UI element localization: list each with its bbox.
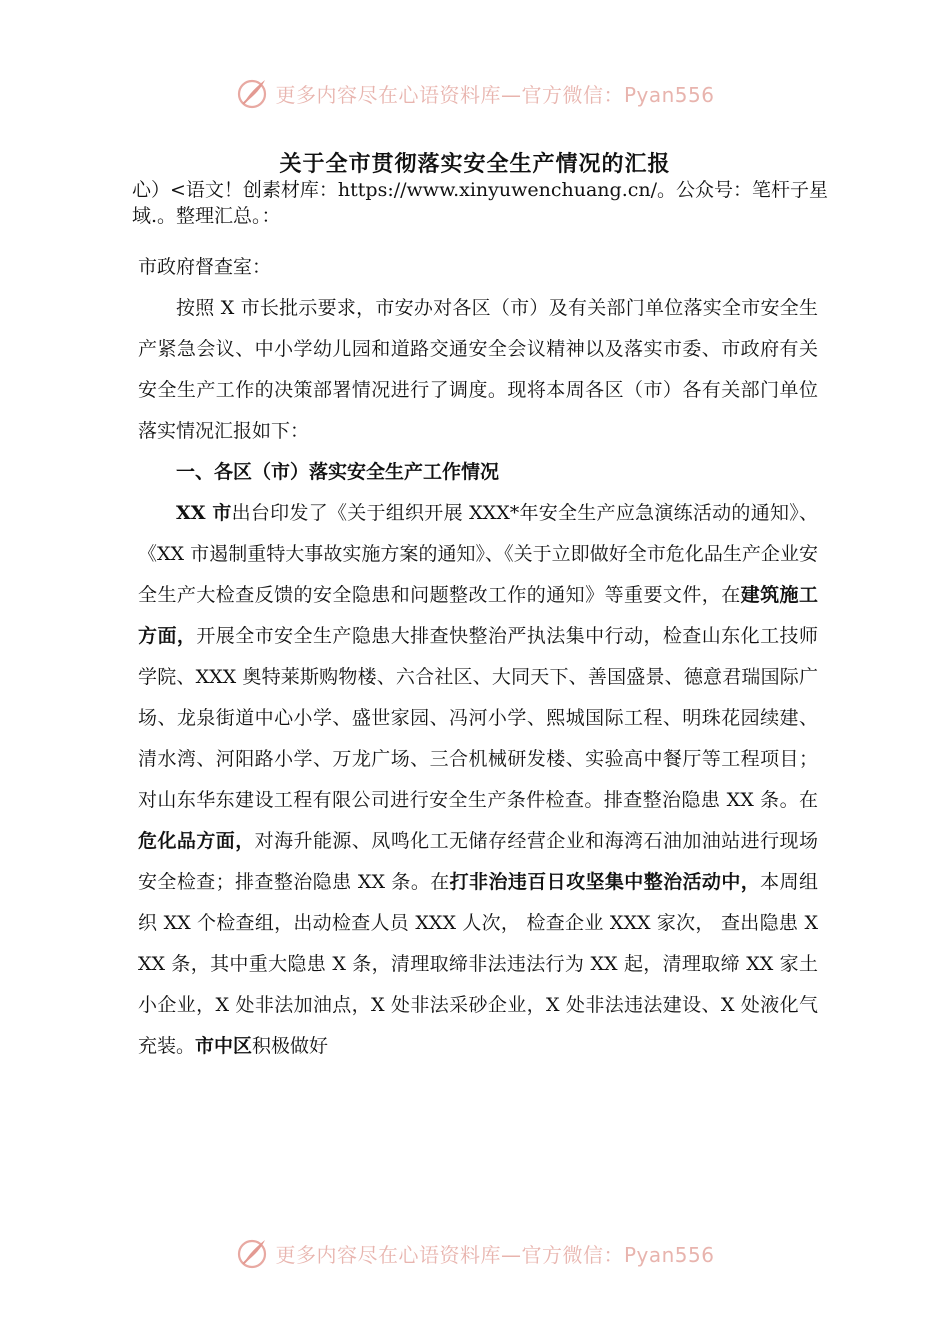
bold-run: 市中区 — [195, 1035, 253, 1057]
section-heading: 一、各区（市）落实安全生产工作情况 — [176, 461, 500, 483]
intro-paragraph: 按照 X 市长批示要求，市安办对各区（市）及有关部门单位落实全市安全生产紧急会议、中小学幼儿园和道路交通安全会议精神以及落实市委、市政府有关安全生产工作的决策部署情况进行了调度。现将本周各区（市）各有关部门单位落实情况汇报如下： — [138, 297, 818, 442]
text-run: 出台印发了《关于组织开展 XXX*年安全生产应急演练活动的通知》、《XX 市遏制重特大事故实施方案的通知》、《关于立即做好全市危化品生产企业安全生产大检查反馈的安全隐患和问题整改工作的通知》等重要文件，在 — [138, 502, 818, 606]
watermark-text: 更多内容尽在心语资料库—官方微信：Pyan556 — [275, 82, 715, 107]
text-run: 开展全市安全生产隐患大排查快整治严执法集中行动，检查山东化工技师学院、XXX 奥特莱斯购物楼、六合社区、大同天下、善国盛景、德意君瑞国际广场、龙泉街道中心小学、盛世家园、冯河小学、熙城国际工程、明珠花园续建、清水湾、河阳路小学、万龙广场、三合机械研发楼、实验高中餐厅等工程项目； 对山东华东建设工程有限公司进行安全生产条件检查。排查整治隐患 XX 条。在 — [138, 625, 818, 811]
header-watermark-banner — [0, 73, 950, 113]
document-body — [138, 247, 818, 1067]
quill-logo-icon — [235, 1236, 269, 1270]
text-run: 对海升能源、凤鸣化工无储存经营企业和海湾石油加油站进行现场安全检查；排查整治隐患 XX 条。在 — [138, 830, 818, 893]
bold-run: 危化品方面， — [138, 830, 255, 852]
document-title: 关于全市贯彻落实安全生产情况的汇报 — [279, 151, 671, 177]
text-run: 积极做好 — [252, 1035, 329, 1057]
source-line: 心）<语文！创素材库：https://www.xinyuwenchuang.cn/。公众号：笔杆子星域.。整理汇总。： — [132, 179, 829, 227]
bold-run: 打非治违百日攻坚集中整治活动中， — [449, 871, 761, 893]
salutation: 市政府督查室： — [138, 256, 272, 278]
watermark-text: 更多内容尽在心语资料库—官方微信：Pyan556 — [275, 1242, 715, 1267]
bold-run: XX 市 — [176, 502, 232, 524]
section-paragraph — [138, 493, 818, 1067]
footer-watermark-banner — [0, 1233, 950, 1273]
bold-run: 建筑施工方面， — [138, 584, 818, 647]
quill-logo-icon — [235, 76, 269, 110]
text-run: 本周组织 XX 个检查组，出动检查人员 XXX 人次， 检查企业 XXX 家次， 查出隐患 XXX 条，其中重大隐患 X 条，清理取缔非法违法行为 XX 起，清理取缔 XX 家土小企业，X 处非法加油点，X 处非法采砂企业，X 处非法违法建设、X 处液化气充装。 — [138, 871, 818, 1057]
